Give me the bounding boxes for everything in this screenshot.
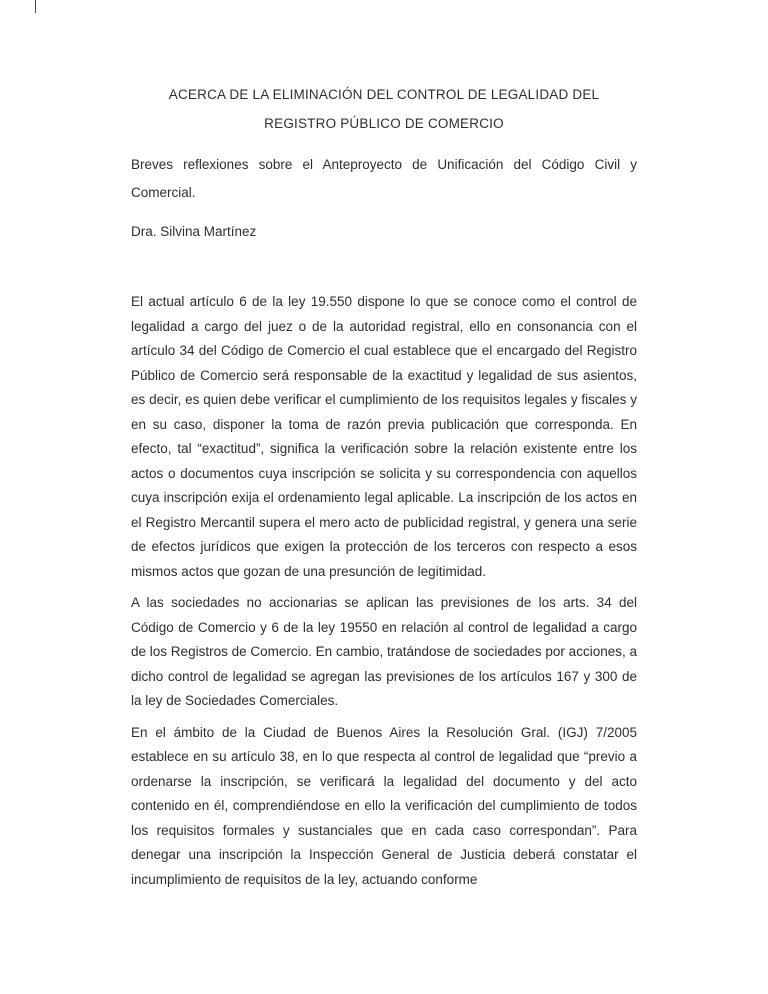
paragraph-2: A las sociedades no accionarias se aplican las previsiones de los arts. 34 del Código de Comercio y 6 de la ley 19550 en relación al control de legalidad a cargo de los Registros de Comercio. En cambio, tratándose de sociedades por acciones, a dicho control de legalidad se agregan las previsiones de los artículos 167 y 300 de la ley de Sociedades Comerciales. [131, 595, 637, 708]
paragraph-3: En el ámbito de la Ciudad de Buenos Aires la Resolución Gral. (IGJ) 7/2005 establece en su artículo 38, en lo que respecta al control de legalidad que “previo a ordenarse la inscripción, se verificará la legalidad del documento y del acto contenido en él, comprendiéndose en ello la verificación del cumplimiento de todos los requisitos formales y sustanciales que en cada caso correspondan”. Para denegar una inscripción la Inspección General de Justicia deberá constatar el incumplimiento de requisitos de la ley, actuando conforme [131, 724, 637, 887]
title-line-1: ACERCA DE LA ELIMINACIÓN DEL CONTROL DE LEGALIDAD DEL [168, 87, 600, 102]
document-body [131, 290, 637, 892]
paragraph-1: El actual artículo 6 de la ley 19.550 dispone lo que se conoce como el control de legalidad a cargo del juez o de la autoridad registral, ello en consonancia con el artículo 34 del Código de Comercio el cual establece que el encargado del Registro Público de Comercio será responsable de la exactitud y legalidad de sus asientos, es decir, es quien debe verificar el cumplimiento de los requisitos legales y fiscales y en su caso, disponer la toma de razón previa publicación que corresponda. En efecto, tal “exactitud”, significa la verificación sobre la relación existente entre los actos o documentos cuya inscripción se solicita y su correspondencia con aquellos cuya inscripción exija el ordenamiento legal aplicable. La inscripción de los actos en el Registro Mercantil supera el mero acto de publicidad registral, y genera una serie de efectos jurídicos que exigen la protección de los terceros con respecto a esos mismos actos que gozan de una presunción de legitimidad. [131, 294, 637, 579]
document-content [131, 80, 637, 892]
document-author: Dra. Silvina Martínez [131, 224, 257, 239]
document-subtitle: Breves reflexiones sobre el Anteproyecto de Unificación del Código Civil y Comercial. [131, 157, 637, 200]
scan-artifact [35, 0, 36, 13]
title-line-2: REGISTRO PÚBLICO DE COMERCIO [264, 116, 504, 131]
document-title [131, 80, 637, 138]
